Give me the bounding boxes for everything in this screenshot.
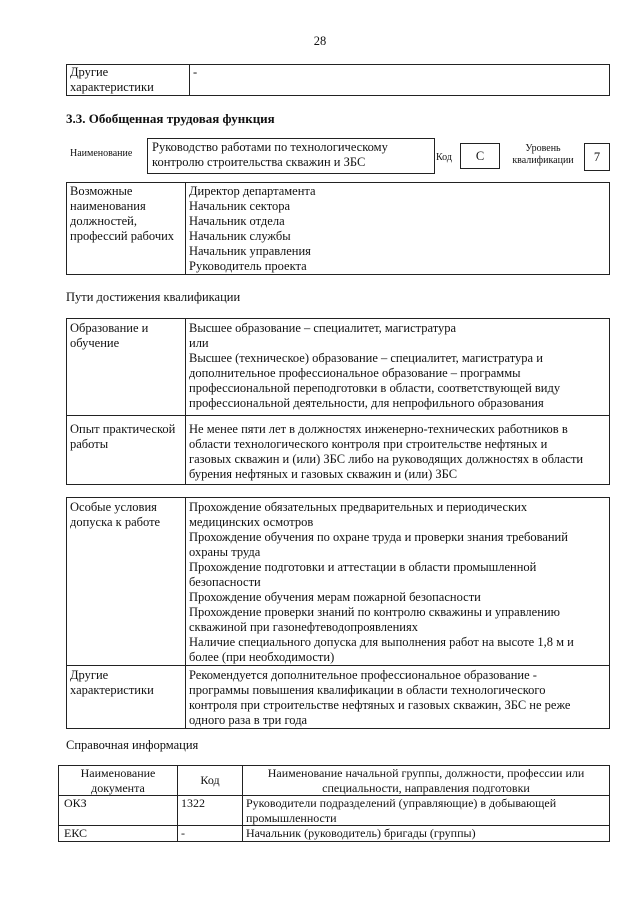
list-item: Начальник отдела (189, 214, 285, 228)
positions-label: Возможные наименования должностей, профессий рабочих (67, 183, 186, 275)
table-cell: - (178, 826, 243, 842)
code-label: Код (436, 152, 452, 163)
experience-value: Не менее пяти лет в должностях инженерно-технических работников в области технологического контроля при строительстве нефтяных и газовых скважин и (или) ЗБС либо на руководящих должностях в области бурения нефтяных и газовых скважин и (или) ЗБС (186, 416, 610, 485)
education-table (66, 318, 610, 485)
other-characteristics-prev-value: - (190, 65, 610, 96)
reference-table (58, 765, 610, 842)
level-value: 7 (584, 143, 610, 171)
name-label: Наименование (70, 148, 133, 159)
positions-table (66, 182, 610, 275)
experience-label: Опыт практической работы (67, 416, 186, 485)
page-number: 28 (313, 34, 327, 48)
positions-list (186, 183, 610, 275)
education-label: Образование и обучение (67, 319, 186, 416)
ref-header-code: Код (178, 766, 243, 796)
section-heading: 3.3. Обобщенная трудовая функция (66, 111, 275, 126)
ref-header-name: Наименование начальной группы, должности, профессии или специальности, направления подготовки (243, 766, 610, 796)
education-value: Высшее образование – специалитет, магистратура или Высшее (техническое) образование – специалитет, магистратура и дополнительное профессиональное образование – программы профессиональной переподготовки в области, соответствующей виду профессиональной деятельности, для непрофильного образования (186, 319, 610, 416)
table-cell: ОКЗ (59, 796, 178, 826)
paths-heading: Пути достижения квалификации (66, 290, 241, 304)
table-cell: ЕКС (59, 826, 178, 842)
list-item: Руководитель проекта (189, 259, 307, 273)
table-row (59, 826, 610, 842)
special-conditions-label: Особые условия допуска к работе (67, 498, 186, 666)
table-cell: Руководители подразделений (управляющие) в добывающей промышленности (243, 796, 610, 826)
special-conditions-value: Прохождение обязательных предварительных и периодических медицинских осмотров Прохождение обучения по охране труда и проверки знания требований охраны труда Прохождение подготовки и аттестации в области промышленной безопасности Прохождение обучения мерам пожарной безопасности Прохождение проверки знаний по контролю скважины и управлению скважиной при газонефтеводопроявлениях Наличие специального допуска для выполнения работ на высоте 1,8 м и более (при необходимости) (186, 498, 610, 666)
table-row (59, 796, 610, 826)
conditions-table (66, 497, 610, 729)
table-cell: Начальник (руководитель) бригады (группы) (243, 826, 610, 842)
other-characteristics-value: Рекомендуется дополнительное профессиональное образование - программы повышения квалификации в области технологического контроля при строительстве нефтяных и газовых скважин, ЗБС не реже одного раза в три года (186, 666, 610, 729)
level-label: Уровень квалификации (512, 143, 574, 166)
other-characteristics-prev-table (66, 64, 610, 96)
reference-heading: Справочная информация (66, 738, 199, 752)
list-item: Начальник управления (189, 244, 311, 258)
table-cell: 1322 (178, 796, 243, 826)
list-item: Директор департамента (189, 184, 316, 198)
ref-header-doc: Наименование документа (59, 766, 178, 796)
list-item: Начальник сектора (189, 199, 291, 213)
code-value: C (460, 143, 500, 169)
list-item: Начальник службы (189, 229, 291, 243)
function-name: Руководство работами по технологическому контролю строительства скважин и ЗБС (147, 138, 435, 174)
other-characteristics-label: Другие характеристики (67, 666, 186, 729)
other-characteristics-prev-label: Другие характеристики (67, 65, 190, 96)
